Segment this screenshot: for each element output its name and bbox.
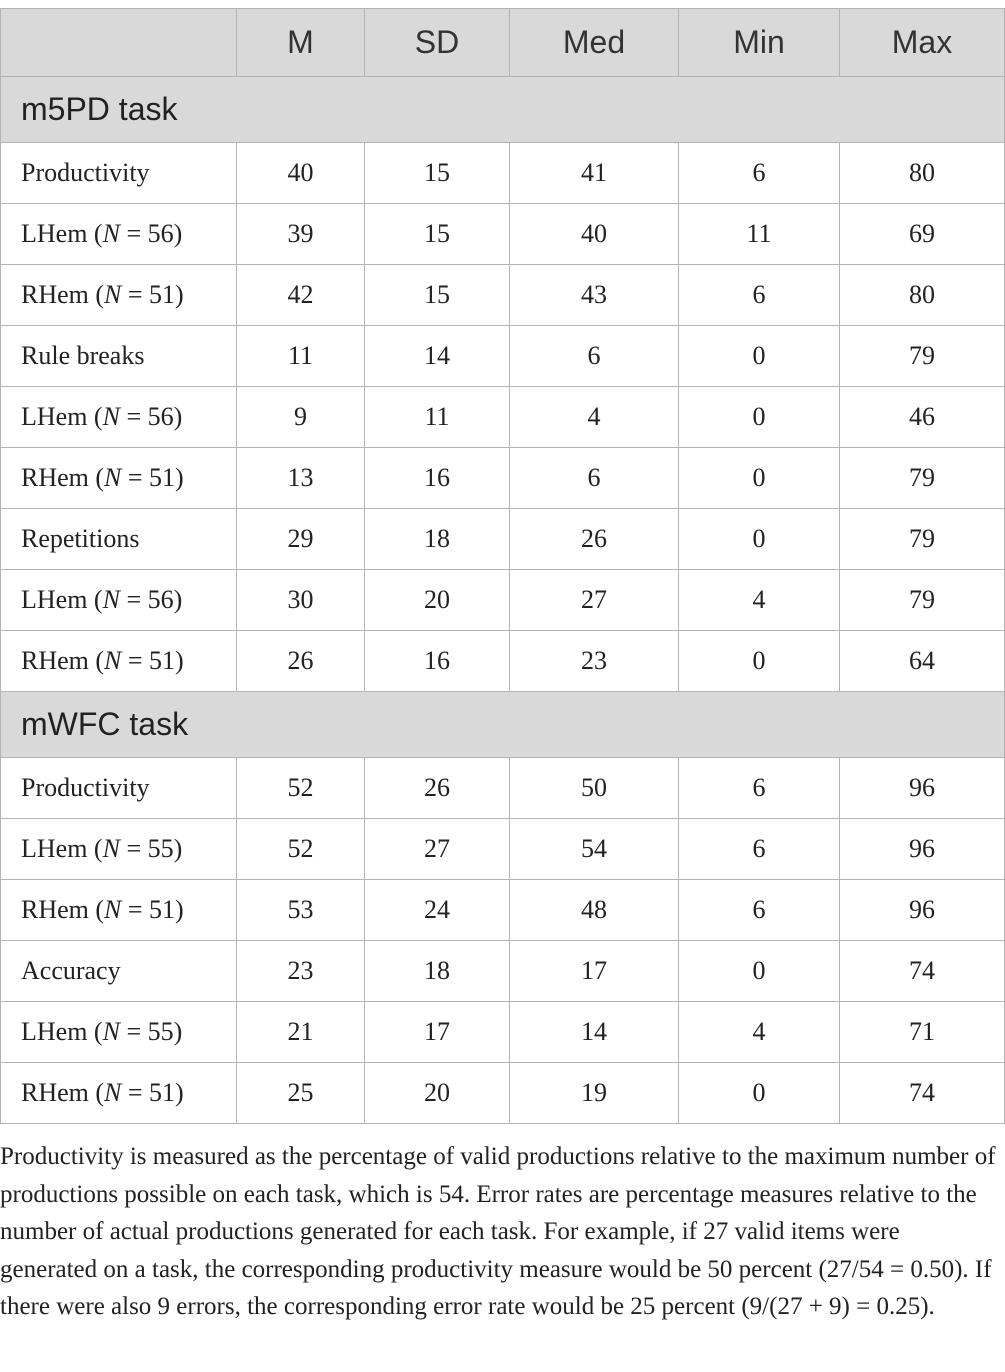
table-cell: 24 xyxy=(365,880,510,941)
row-label-n: N xyxy=(102,1017,120,1046)
row-label-n: N xyxy=(104,895,122,924)
table-cell: 15 xyxy=(365,204,510,265)
table-cell: 0 xyxy=(679,448,840,509)
table-cell: 96 xyxy=(840,880,1005,941)
row-label-n: N xyxy=(102,402,120,431)
table-cell: 79 xyxy=(840,509,1005,570)
row-label xyxy=(1,204,237,265)
table-cell: 4 xyxy=(679,570,840,631)
table-row xyxy=(1,819,1005,880)
table-row xyxy=(1,631,1005,692)
row-label-prefix: LHem ( xyxy=(21,402,103,431)
table-cell: 79 xyxy=(840,448,1005,509)
table-cell: 4 xyxy=(679,1002,840,1063)
table-cell: 15 xyxy=(365,143,510,204)
row-label-suffix: = 51) xyxy=(121,1078,184,1107)
row-label-n: N xyxy=(102,219,120,248)
row-label xyxy=(1,387,237,448)
section-title: mWFC task xyxy=(1,692,1005,758)
row-label xyxy=(1,880,237,941)
table-cell: 14 xyxy=(365,326,510,387)
table-cell: 96 xyxy=(840,758,1005,819)
table-row xyxy=(1,204,1005,265)
table-cell: 17 xyxy=(510,941,679,1002)
row-label-n: N xyxy=(104,1078,122,1107)
table-cell: 64 xyxy=(840,631,1005,692)
table-cell: 21 xyxy=(237,1002,365,1063)
table-cell: 6 xyxy=(510,326,679,387)
row-label-suffix: = 51) xyxy=(121,895,184,924)
row-label-suffix: = 56) xyxy=(119,585,183,614)
table-cell: 26 xyxy=(365,758,510,819)
table-row xyxy=(1,326,1005,387)
table-cell: 25 xyxy=(237,1063,365,1124)
table-cell: 39 xyxy=(237,204,365,265)
table-cell: 6 xyxy=(679,819,840,880)
table-cell: 41 xyxy=(510,143,679,204)
row-label-suffix: = 51) xyxy=(121,463,184,492)
descriptive-stats-table-container xyxy=(0,8,1005,1124)
table-cell: 6 xyxy=(679,758,840,819)
row-label-n: N xyxy=(104,280,122,309)
row-label-n: N xyxy=(102,585,120,614)
table-row xyxy=(1,880,1005,941)
table-cell: 11 xyxy=(237,326,365,387)
table-cell: 26 xyxy=(510,509,679,570)
header-row xyxy=(1,9,1005,77)
section-title: m5PD task xyxy=(1,77,1005,143)
table-cell: 54 xyxy=(510,819,679,880)
row-label xyxy=(1,1063,237,1124)
table-cell: 42 xyxy=(237,265,365,326)
section-header-row xyxy=(1,692,1005,758)
row-label: Accuracy xyxy=(1,941,237,1002)
table-cell: 11 xyxy=(365,387,510,448)
descriptive-stats-table xyxy=(0,8,1005,1124)
table-cell: 50 xyxy=(510,758,679,819)
table-row xyxy=(1,570,1005,631)
table-cell: 0 xyxy=(679,326,840,387)
table-cell: 18 xyxy=(365,941,510,1002)
table-cell: 23 xyxy=(237,941,365,1002)
table-cell: 80 xyxy=(840,143,1005,204)
table-cell: 43 xyxy=(510,265,679,326)
table-cell: 6 xyxy=(679,265,840,326)
table-row xyxy=(1,758,1005,819)
table-cell: 29 xyxy=(237,509,365,570)
table-cell: 16 xyxy=(365,448,510,509)
row-label: Rule breaks xyxy=(1,326,237,387)
table-cell: 40 xyxy=(237,143,365,204)
table-row xyxy=(1,509,1005,570)
table-body xyxy=(1,77,1005,1124)
table-cell: 74 xyxy=(840,941,1005,1002)
table-row xyxy=(1,143,1005,204)
table-cell: 79 xyxy=(840,570,1005,631)
table-cell: 27 xyxy=(365,819,510,880)
table-cell: 0 xyxy=(679,631,840,692)
table-cell: 0 xyxy=(679,941,840,1002)
table-cell: 18 xyxy=(365,509,510,570)
table-cell: 0 xyxy=(679,509,840,570)
row-label: Productivity xyxy=(1,143,237,204)
table-cell: 69 xyxy=(840,204,1005,265)
row-label-n: N xyxy=(104,463,122,492)
table-cell: 13 xyxy=(237,448,365,509)
table-row xyxy=(1,448,1005,509)
row-label xyxy=(1,570,237,631)
row-label xyxy=(1,265,237,326)
table-row xyxy=(1,1002,1005,1063)
table-footnote: Productivity is measured as the percentage of valid productions relative to the maximum number of productions possible on each task, which is 54. Error rates are percentage measures relative to the number of actual productions generated for each task. For example, if 27 valid items were generated on a task, the corresponding productivity measure would be 50 percent (27/54 = 0.50). If there were also 9 errors, the corresponding error rate would be 25 percent (9/(27 + 9) = 0.25). xyxy=(0,1143,996,1321)
table-cell: 30 xyxy=(237,570,365,631)
table-cell: 0 xyxy=(679,387,840,448)
table-cell: 46 xyxy=(840,387,1005,448)
table-cell: 0 xyxy=(679,1063,840,1124)
section-header-row xyxy=(1,77,1005,143)
table-row xyxy=(1,265,1005,326)
row-label-suffix: = 51) xyxy=(121,646,184,675)
row-label-suffix: = 56) xyxy=(119,219,183,248)
header-cell: Med xyxy=(510,9,679,77)
row-label-suffix: = 56) xyxy=(119,402,183,431)
table-cell: 79 xyxy=(840,326,1005,387)
table-cell: 15 xyxy=(365,265,510,326)
table-cell: 23 xyxy=(510,631,679,692)
row-label-prefix: RHem ( xyxy=(21,646,105,675)
table-cell: 48 xyxy=(510,880,679,941)
row-label xyxy=(1,1002,237,1063)
row-label-prefix: RHem ( xyxy=(21,1078,105,1107)
header-cell xyxy=(1,9,237,77)
table-cell: 17 xyxy=(365,1002,510,1063)
row-label-suffix: = 55) xyxy=(119,1017,183,1046)
table-row xyxy=(1,941,1005,1002)
header-cell: Min xyxy=(679,9,840,77)
table-row xyxy=(1,387,1005,448)
row-label-suffix: = 51) xyxy=(121,280,184,309)
row-label: Productivity xyxy=(1,758,237,819)
row-label xyxy=(1,448,237,509)
table-cell: 74 xyxy=(840,1063,1005,1124)
table-cell: 20 xyxy=(365,570,510,631)
row-label-prefix: LHem ( xyxy=(21,219,103,248)
header-cell: Max xyxy=(840,9,1005,77)
table-cell: 27 xyxy=(510,570,679,631)
header-cell: M xyxy=(237,9,365,77)
table-cell: 19 xyxy=(510,1063,679,1124)
table-cell: 6 xyxy=(510,448,679,509)
table-cell: 71 xyxy=(840,1002,1005,1063)
row-label-prefix: LHem ( xyxy=(21,1017,103,1046)
table-cell: 14 xyxy=(510,1002,679,1063)
row-label-suffix: = 55) xyxy=(119,834,183,863)
header-cell: SD xyxy=(365,9,510,77)
row-label-prefix: LHem ( xyxy=(21,585,103,614)
table-cell: 6 xyxy=(679,880,840,941)
row-label-n: N xyxy=(102,834,120,863)
table-cell: 96 xyxy=(840,819,1005,880)
table-cell: 4 xyxy=(510,387,679,448)
table-cell: 11 xyxy=(679,204,840,265)
table-cell: 16 xyxy=(365,631,510,692)
table-cell: 9 xyxy=(237,387,365,448)
row-label-prefix: LHem ( xyxy=(21,834,103,863)
row-label-n: N xyxy=(104,646,122,675)
table-cell: 80 xyxy=(840,265,1005,326)
table-cell: 26 xyxy=(237,631,365,692)
row-label-prefix: RHem ( xyxy=(21,280,105,309)
table-cell: 6 xyxy=(679,143,840,204)
row-label: Repetitions xyxy=(1,509,237,570)
row-label xyxy=(1,819,237,880)
table-cell: 52 xyxy=(237,758,365,819)
row-label-prefix: RHem ( xyxy=(21,463,105,492)
table-row xyxy=(1,1063,1005,1124)
table-cell: 52 xyxy=(237,819,365,880)
row-label xyxy=(1,631,237,692)
table-cell: 40 xyxy=(510,204,679,265)
table-cell: 20 xyxy=(365,1063,510,1124)
row-label-prefix: RHem ( xyxy=(21,895,105,924)
table-cell: 53 xyxy=(237,880,365,941)
